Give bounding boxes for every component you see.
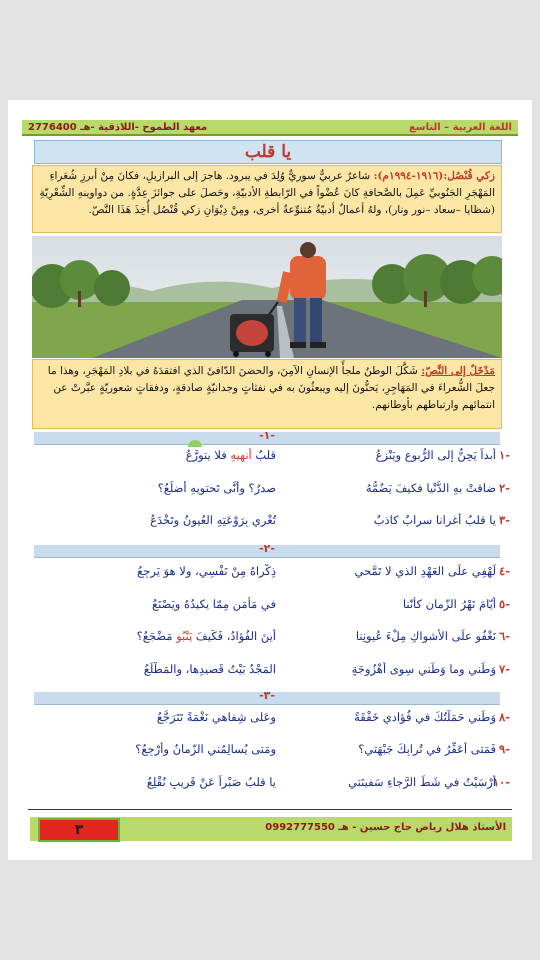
- lesson-title-box: [34, 140, 502, 164]
- verse-hemistich-1: لَهْفِي علَى العَهْدِ الذي لا تَمَّحي: [354, 564, 496, 578]
- verse-hemistich-2: وعَلى شِفاهي نَغْمَةً تَتَرَجَّعُ: [156, 710, 276, 724]
- verse-hemistich-1: نَغْفُو علَى الأشواكِ مِلْءَ عُيونِنا: [355, 629, 496, 643]
- highlighted-word: أنهِيهِ: [230, 448, 252, 462]
- verse-hemistich-2: ومَتى يُسالِمُني الزّمانُ وأرْجِعُ؟: [135, 742, 276, 756]
- verse-row: [60, 511, 510, 531]
- verse-number: -٧: [499, 662, 510, 676]
- verse-hemistich-2: ذِكْراهُ مِنْ نَفْسِي، ولا هوَ يَرجِعُ: [137, 564, 276, 578]
- verse-row: [60, 562, 510, 582]
- verse-hemistich-1: أيّامَ نَهْرُ الزّمانِ كأنّنا: [402, 597, 496, 611]
- verse-hemistich-1: وَطَني حَمَلْتُكَ في فُؤادي خَفْقَةً: [354, 710, 496, 724]
- page-number: ٣: [74, 822, 84, 838]
- verse-hemistich-1: يا قلبُ أغرانا سرابٌ كاذبٌ: [373, 513, 496, 527]
- verse-row: [60, 627, 510, 647]
- verse-number: -٢: [499, 481, 510, 495]
- section-1-bar: [34, 429, 500, 445]
- verse-row: [60, 595, 510, 615]
- verse-number: -٤: [499, 564, 510, 578]
- poet-bio-text: شاعرٌ عربيٌّ سوريٌّ وُلِدَ في يبرود. هاجرَ إلى البرازيلِ، فكانَ مِنْ أبرزِ شُعَراءِ المَهْجَرِ الجَنُوبيِّ عَمِلَ بالصَّحافةِ كانَ عُضْواً في الرّابطةِ الأدبيّةِ، وحَصلَ على جوائزَ عِدَّةٍ. من دواوينهِ الشِّعْرِيّةِ (شظايا –سعاد –نور ونار)، ولهُ أعمالٌ أدبيّةٌ مُتنوِّعةٌ أخرى، ومِنْ دِيْوَانِ زكي قُنْصُل أُخِذَ هَذَا النَّصّ.: [39, 170, 495, 216]
- section-2-label: -٢-: [259, 542, 275, 555]
- verse-number: -٣: [499, 513, 510, 527]
- highlighted-word: يَنْبُو: [176, 629, 193, 643]
- verse-hemistich-2: تُغْرِي بِرَوْعَتِهِ العُيونُ وتَخْدَعُ: [150, 513, 276, 527]
- verse-hemistich-2: قلبٌ أنهِيهِ فلا يتورَّعُ: [185, 448, 276, 462]
- verse-row: [60, 740, 510, 760]
- verse-hemistich-2: يا قلبُ صَبْراً عَنْ قَريبٍ نُقْلِعُ: [146, 775, 276, 789]
- footer-divider: [28, 809, 512, 810]
- header-title: اللغة العربية – التاسع: [408, 121, 512, 133]
- verse-hemistich-2: صدرٌ؟ وأنَّى تَحتويهِ أضلُعُ؟: [157, 481, 276, 495]
- illustration-traveler: [32, 236, 502, 358]
- intro-label: مَدْخَلٌ إلى النَّصّ:: [421, 365, 495, 377]
- verse-hemistich-2: المَجْدُ بَيْتُ قَصيدِها، والمَطْلَعُ: [143, 662, 276, 676]
- verse-hemistich-1: وَطَني وما وَطَني سِوى أُهْزُوجَةٍ: [351, 662, 496, 676]
- footer-teacher: الأستاذ هلال رياض حاج حسين - هـ 0992777550: [265, 822, 506, 833]
- verse-hemistich-1: أرْسَيْتُ في شَطِّ الرَّجاءِ سَفينَتي: [348, 775, 496, 789]
- verse-hemistich-1: ضاقتْ بهِ الدُّنْيا فكيفَ يَضُمُّهُ: [365, 481, 496, 495]
- poet-name: زكي قُنْصُل:(١٩١٦-١٩٩٤م):: [373, 170, 495, 182]
- verse-hemistich-1: فَمَتى أُعَفِّرُ في تُرابِكَ جَبْهَتي؟: [358, 742, 496, 756]
- section-1-label: -١-: [259, 429, 275, 442]
- verse-row: [60, 660, 510, 680]
- poet-bio: [32, 165, 502, 233]
- verse-hemistich-2: أينَ الفُؤادُ، فَكَيفَ يَنْبُو مَضْجَعُ؟: [136, 629, 276, 643]
- verse-row: [60, 446, 510, 466]
- page-number-box: [38, 818, 120, 842]
- verse-number: -٥: [499, 597, 510, 611]
- verse-number: -٦: [499, 629, 510, 643]
- verse-number: -٩: [499, 742, 510, 756]
- verse-hemistich-1: أبداً يَحِنُّ إلى الرُّبوعِ ويَنْزِعُ: [375, 448, 496, 462]
- illustration-svg: [32, 236, 502, 358]
- intro-text: شَكَّلَ الوطنُ ملجأً الإنسانِ الآمِنَ، والحضنَ الدّافئَ الذي افتقدَهُ في بلادِ المَهْجَرِ، وهذا ما جعلَ الشُّعراءَ في المَهَاجِرِ، يَحنُّونَ إليه ويبعثُونَ به في نفثاتٍ وجدانيّةٍ صادقةٍ، ودفقاتٍ شعوريّةٍ عبَّرتْ عن انتمائهم وارتباطهم بأوطانهم.: [47, 365, 495, 411]
- verse-row: [60, 708, 510, 728]
- verse-number: -١: [499, 448, 510, 462]
- section-2-bar: [34, 542, 500, 558]
- lesson-title: يا قلب: [244, 142, 292, 162]
- verse-number: -١٠: [492, 775, 510, 789]
- header-institute: معهد الطموح -اللاذقية -هـ 2776400: [28, 121, 208, 133]
- text-intro: [32, 359, 502, 429]
- section-3-label: -٣-: [259, 689, 275, 702]
- verse-hemistich-2: في مَأمَنٍ مِمّا يكيدُهُ ويَصْنَعُ: [152, 597, 276, 611]
- verse-row: [60, 773, 510, 793]
- section-3-bar: [34, 689, 500, 705]
- verse-row: [60, 479, 510, 499]
- verse-number: -٨: [499, 710, 510, 724]
- page-header: [22, 120, 518, 136]
